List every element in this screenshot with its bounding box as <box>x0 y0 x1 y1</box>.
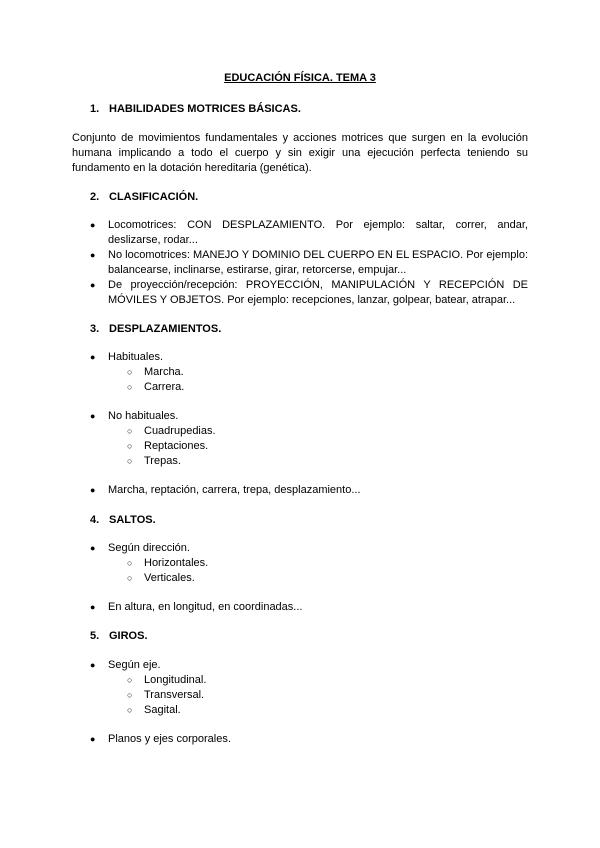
sub-item-text: Sagital. <box>144 704 181 716</box>
sub-list-item <box>108 424 528 439</box>
section-title: SALTOS. <box>109 514 156 526</box>
list-item <box>72 218 528 248</box>
list-item <box>72 483 528 498</box>
sub-item-text: Cuadrupedias. <box>144 425 216 437</box>
list-item <box>72 541 528 586</box>
list-item-text: No locomotrices: MANEJO Y DOMINIO DEL CUERPO EN EL ESPACIO. Por ejemplo: balancearse, inclinarse, estirarse, girar, retorcerse, empujar... <box>108 249 528 276</box>
circle-bullet-icon: ○ <box>127 690 133 700</box>
circle-bullet-icon: ○ <box>127 456 133 466</box>
sub-list-item <box>108 365 528 380</box>
section-title: HABILIDADES MOTRICES BÁSICAS. <box>109 103 301 115</box>
list-item <box>72 732 528 747</box>
sub-item-text: Transversal. <box>144 689 205 701</box>
circle-bullet-icon: ○ <box>127 441 133 451</box>
sub-item-text: Reptaciones. <box>144 440 209 452</box>
section-title: CLASIFICACIÓN. <box>109 191 199 203</box>
sub-list-item <box>108 454 528 469</box>
section-number: 3. <box>90 323 100 335</box>
intro-paragraph: Conjunto de movimientos fundamentales y acciones motrices que surgen en la evolución humana implicando a todo el cuerpo y sin exigir una ejecución perfecta teniendo su fundamento en la dotación hereditaria (genética). <box>72 132 528 174</box>
list-item-text: Marcha, reptación, carrera, trepa, desplazamiento... <box>108 484 361 496</box>
sub-item-text: Marcha. <box>144 366 184 378</box>
desplazamientos-no-habituales <box>72 409 528 469</box>
section-heading-4 <box>90 513 156 528</box>
list-item <box>72 350 528 395</box>
section-number: 2. <box>90 191 100 203</box>
bullet-icon: ● <box>90 352 96 362</box>
clasificacion-list <box>72 218 528 308</box>
bullet-icon: ● <box>90 411 96 421</box>
desplazamientos-otros <box>72 483 528 498</box>
bullet-icon: ● <box>90 485 96 495</box>
section-number: 4. <box>90 514 100 526</box>
section-heading-2 <box>90 190 198 205</box>
section-heading-3 <box>90 322 221 337</box>
bullet-icon: ● <box>90 602 96 612</box>
giros-eje <box>72 658 528 718</box>
list-item <box>72 658 528 718</box>
sub-item-text: Verticales. <box>144 572 195 584</box>
list-item-text: De proyección/recepción: PROYECCIÓN, MANIPULACIÓN Y RECEPCIÓN DE MÓVILES Y OBJETOS. Por ejemplo: recepciones, lanzar, golpear, batear, atrapar... <box>108 279 528 306</box>
sub-list-item <box>108 439 528 454</box>
sub-list <box>108 673 528 718</box>
sub-item-text: Carrera. <box>144 381 185 393</box>
bullet-icon: ● <box>90 734 96 744</box>
list-item-text: No habituales. <box>108 410 179 422</box>
circle-bullet-icon: ○ <box>127 382 133 392</box>
sub-list <box>108 556 528 586</box>
list-item <box>72 600 528 615</box>
circle-bullet-icon: ○ <box>127 573 133 583</box>
sub-list-item <box>108 556 528 571</box>
section-title: GIROS. <box>109 630 148 642</box>
sub-item-text: Longitudinal. <box>144 674 207 686</box>
desplazamientos-habituales <box>72 350 528 395</box>
sub-list-item <box>108 688 528 703</box>
list-item <box>72 248 528 278</box>
bullet-icon: ● <box>90 660 96 670</box>
document-title: EDUCACIÓN FÍSICA. TEMA 3 <box>224 72 376 84</box>
saltos-otros <box>72 600 528 615</box>
list-item-text: Habituales. <box>108 351 164 363</box>
list-item-text: Planos y ejes corporales. <box>108 733 231 745</box>
bullet-icon: ● <box>90 250 96 260</box>
saltos-direccion <box>72 541 528 586</box>
list-item-text: En altura, en longitud, en coordinadas... <box>108 601 303 613</box>
bullet-icon: ● <box>90 280 96 290</box>
giros-otros <box>72 732 528 747</box>
section-number: 1. <box>90 103 100 115</box>
section-number: 5. <box>90 630 100 642</box>
list-item-text: Según dirección. <box>108 542 190 554</box>
sub-list-item <box>108 571 528 586</box>
circle-bullet-icon: ○ <box>127 558 133 568</box>
bullet-icon: ● <box>90 543 96 553</box>
list-item <box>72 278 528 308</box>
sub-item-text: Horizontales. <box>144 557 209 569</box>
sub-item-text: Trepas. <box>144 455 181 467</box>
bullet-icon: ● <box>90 220 96 230</box>
sub-list-item <box>108 703 528 718</box>
list-item-text: Locomotrices: CON DESPLAZAMIENTO. Por ejemplo: saltar, correr, andar, deslizarse, rodar... <box>108 219 528 246</box>
sub-list <box>108 424 528 469</box>
circle-bullet-icon: ○ <box>127 426 133 436</box>
list-item <box>72 409 528 469</box>
circle-bullet-icon: ○ <box>127 705 133 715</box>
circle-bullet-icon: ○ <box>127 675 133 685</box>
section-title: DESPLAZAMIENTOS. <box>109 323 222 335</box>
sub-list <box>108 365 528 395</box>
sub-list-item <box>108 380 528 395</box>
circle-bullet-icon: ○ <box>127 367 133 377</box>
section-heading-1 <box>90 102 301 117</box>
list-item-text: Según eje. <box>108 659 161 671</box>
section-heading-5 <box>90 629 148 644</box>
sub-list-item <box>108 673 528 688</box>
